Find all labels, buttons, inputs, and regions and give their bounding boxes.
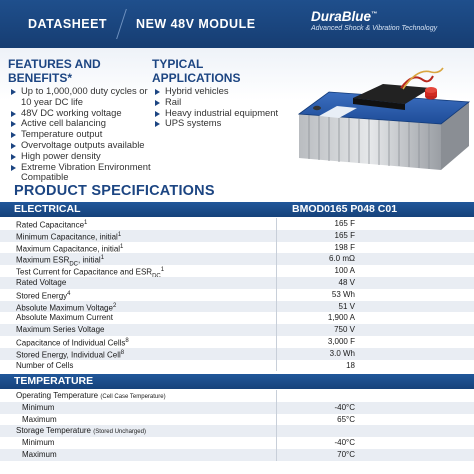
row-value: 100 A — [334, 266, 355, 276]
specs-title: PRODUCT SPECIFICATIONS — [14, 183, 215, 199]
row-value: 51 V — [338, 301, 355, 311]
row-label: Stored Energy — [16, 291, 68, 301]
column-divider — [276, 230, 277, 242]
row-value: 6.0 mΩ — [329, 254, 355, 264]
row-label: Absolute Maximum Current — [16, 313, 113, 323]
brand-trademark: ™ — [371, 11, 378, 18]
column-divider — [276, 324, 277, 336]
table-row — [0, 390, 474, 402]
row-value: -40°C — [334, 438, 355, 448]
row-label: Maximum Capacitance, initial — [16, 244, 121, 254]
datasheet-label: DATASHEET — [28, 17, 108, 31]
durablue-logo — [311, 9, 461, 32]
footnote-marker: 1 — [84, 220, 88, 226]
row-label: Absolute Maximum Voltage — [16, 303, 113, 313]
column-divider — [276, 414, 277, 426]
row-label-suffix: , initial — [78, 256, 101, 266]
features-title: FEATURES AND BENEFITS* — [8, 57, 101, 85]
list-item: Extreme Vibration Environment Compatible — [8, 162, 158, 184]
list-item: High power density — [8, 151, 158, 162]
column-divider — [276, 242, 277, 254]
table-row — [0, 242, 474, 254]
row-value: 53 Wh — [331, 289, 355, 299]
table-row — [0, 301, 474, 313]
column-divider — [276, 390, 277, 402]
row-value: 3,000 F — [327, 337, 355, 346]
table-row — [0, 324, 474, 336]
row-label: Stored Energy, Individual Cell — [16, 350, 121, 360]
row-label: Minimum Capacitance, initial — [16, 232, 118, 242]
list-item: Temperature output — [8, 129, 158, 140]
row-value: 198 F — [334, 242, 355, 252]
row-label: Rated Capacitance — [16, 220, 85, 230]
row-label: Minimum — [22, 402, 55, 412]
column-divider — [276, 218, 277, 230]
header-divider — [116, 9, 127, 39]
table-row — [0, 312, 474, 324]
electrical-header-bar — [0, 202, 474, 217]
ultracapacitor-module-image — [283, 58, 473, 178]
table-row — [0, 425, 474, 437]
table-row — [0, 218, 474, 230]
applications-title: TYPICAL APPLICATIONS — [152, 57, 241, 85]
row-label: Minimum — [22, 438, 55, 448]
list-item: Up to 1,000,000 duty cycles or 10 year DC life — [8, 86, 158, 108]
footnote-marker: 4 — [67, 290, 71, 297]
row-value: 165 F — [334, 230, 355, 240]
table-row — [0, 414, 474, 426]
electrical-header: ELECTRICAL — [14, 203, 81, 215]
column-divider — [276, 301, 277, 313]
temperature-header-bar — [0, 374, 474, 389]
list-item: UPS systems — [152, 118, 282, 129]
column-divider — [276, 253, 277, 265]
column-divider — [276, 449, 277, 461]
row-label: Test Current for Capacitance and ESR — [16, 267, 153, 277]
row-note: (Cell Case Temperature) — [100, 394, 166, 400]
list-item: Hybrid vehicles — [152, 86, 282, 97]
row-label: Maximum Series Voltage — [16, 325, 105, 335]
row-label: Rated Voltage — [16, 278, 67, 287]
row-value: 165 F — [334, 219, 355, 228]
column-divider — [276, 348, 277, 360]
row-value: 750 V — [334, 325, 355, 335]
module-title: NEW 48V MODULE — [136, 17, 256, 31]
row-label: Number of Cells — [16, 360, 74, 370]
footnote-marker: 1 — [160, 267, 165, 274]
list-item: Active cell balancing — [8, 118, 158, 129]
row-value: 1,900 A — [327, 313, 355, 323]
column-divider — [276, 312, 277, 324]
column-divider — [276, 289, 277, 301]
header-banner — [0, 0, 474, 48]
table-row — [0, 336, 474, 348]
brand-name: DuraBlue — [311, 9, 372, 24]
table-row — [0, 348, 474, 360]
row-value: 18 — [346, 360, 355, 370]
features-list — [8, 86, 158, 183]
row-label: Operating Temperature — [16, 391, 99, 400]
footnote-marker: 8 — [120, 349, 125, 356]
brand-tagline: Advanced Shock & Vibration Technology — [311, 25, 438, 32]
column-divider — [276, 402, 277, 414]
row-value: 65°C — [337, 414, 355, 424]
column-divider — [276, 336, 277, 348]
table-row — [0, 289, 474, 301]
row-value: 48 V — [338, 278, 355, 287]
footnote-marker: 8 — [125, 338, 129, 344]
applications-list — [152, 86, 282, 129]
row-label: Storage Temperature — [16, 426, 92, 436]
column-divider — [276, 265, 277, 277]
temperature-header: TEMPERATURE — [14, 375, 94, 387]
row-note: (Stored Uncharged) — [93, 429, 146, 436]
list-item: Rail — [152, 97, 282, 108]
table-row — [0, 360, 474, 372]
table-row — [0, 449, 474, 461]
row-label: Maximum — [22, 450, 57, 459]
table-row — [0, 265, 474, 277]
footnote-marker: 2 — [112, 302, 117, 309]
row-value: 70°C — [337, 450, 355, 459]
applications-section — [152, 57, 282, 129]
subscript: DC — [69, 261, 79, 268]
column-divider — [276, 425, 277, 437]
footnote-marker: 1 — [100, 255, 105, 262]
table-row — [0, 437, 474, 449]
table-row — [0, 253, 474, 268]
column-divider — [276, 437, 277, 449]
table-row — [0, 277, 474, 289]
row-label: Maximum ESR — [16, 256, 70, 266]
row-value: -40°C — [334, 402, 355, 412]
list-item: 48V DC working voltage — [8, 108, 158, 119]
list-item: Heavy industrial equipment — [152, 108, 282, 119]
row-label: Maximum — [22, 414, 57, 424]
table-row — [0, 230, 474, 242]
model-number: BMOD0165 P048 C01 — [292, 203, 398, 215]
table-row — [0, 402, 474, 414]
features-section — [8, 57, 158, 183]
row-label: Capacitance of Individual Cells — [16, 338, 126, 348]
column-divider — [276, 360, 277, 372]
row-value: 3.0 Wh — [329, 348, 355, 358]
footnote-marker: 1 — [117, 231, 122, 238]
column-divider — [276, 277, 277, 289]
footnote-marker: 1 — [120, 243, 124, 250]
list-item: Overvoltage outputs available — [8, 140, 158, 151]
